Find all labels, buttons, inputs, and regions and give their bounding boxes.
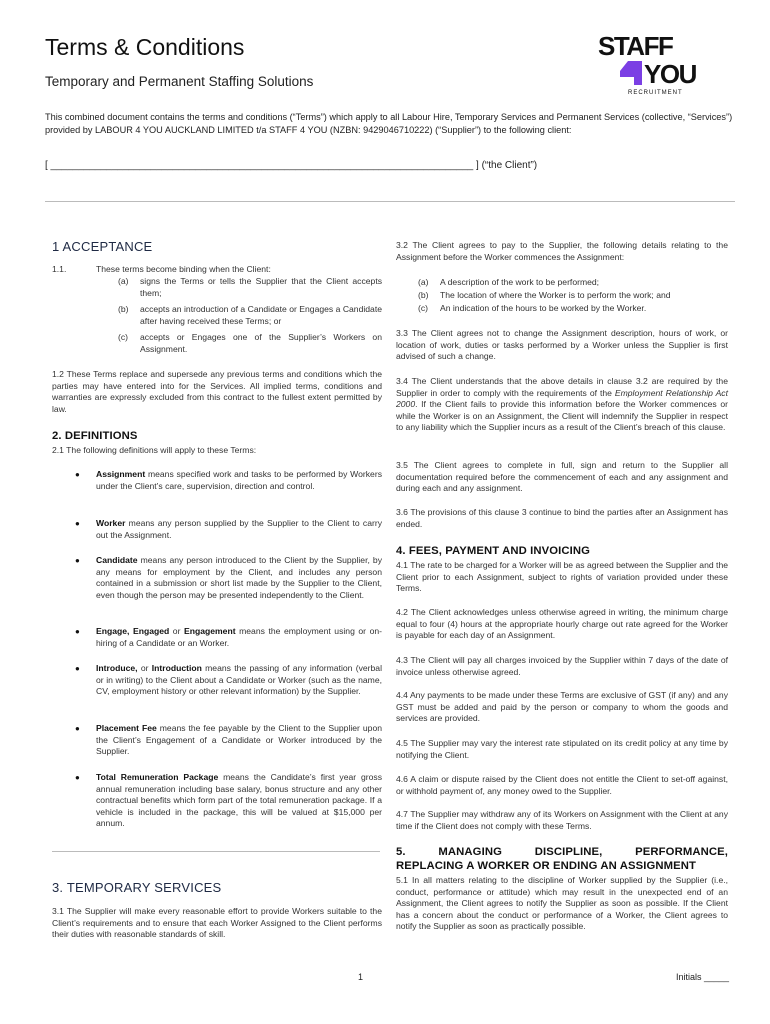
- list-item: [418, 290, 728, 302]
- page-number: 1: [358, 972, 364, 982]
- document-subtitle: Temporary and Permanent Staffing Solutions: [45, 74, 314, 89]
- definition-term: Placement Fee: [96, 723, 157, 733]
- clause-4-4: 4.4 Any payments to be made under these Terms are exclusive of GST (if any) and any GST must be added and paid by the person or company to whom the goods and services are provided.: [396, 690, 728, 723]
- list-item: [118, 332, 382, 355]
- client-name-field[interactable]: [ ____________________________________________________________________________ ] (“the Client”): [45, 160, 538, 171]
- section-2-heading: 2. DEFINITIONS: [52, 430, 138, 442]
- clause-1-1-number: 1.1.: [52, 264, 67, 274]
- bullet-icon: ●: [75, 627, 80, 636]
- definition-text: means any person supplied by the Supplier to the Client to carry out the Assignment.: [96, 518, 382, 540]
- list-item-text: signs the Terms or tells the Supplier that the Client accepts them;: [140, 276, 382, 298]
- definition-item: [96, 626, 382, 649]
- list-item: [418, 277, 728, 289]
- clause-3-6: 3.6 The provisions of this clause 3 continue to bind the parties after an Assignment has ended.: [396, 507, 728, 529]
- company-logo: [598, 33, 718, 97]
- clause-3-1: 3.1 The Supplier will make every reasonable effort to provide Workers suitable to the Client’s requirements and to ensure that each Worker Assigned to the Client performs their duties with reasonable standards of skill.: [52, 906, 382, 939]
- definition-term: Introduce,: [96, 663, 138, 673]
- clause-3-4-part-2: . If the Client fails to provide this information before the Worker commences or while the Worker is on an Assignment, the Client will indemnify the Supplier in respect to any liability which the Supplier incurs as a result of the Client’s breach of this clause.: [396, 399, 728, 432]
- clause-4-6: 4.6 A claim or dispute raised by the Client does not entitle the Client to set-off against, or withhold payment of, any money owed to the Supplier.: [396, 774, 728, 796]
- clause-4-1: 4.1 The rate to be charged for a Worker will be as agreed between the Supplier and the Client prior to each Assignment, subject to rights of variation provided under these Terms.: [396, 560, 728, 593]
- definition-text: or: [169, 626, 184, 636]
- list-item-text: A description of the work to be performed;: [440, 277, 600, 287]
- section-1-heading: 1 ACCEPTANCE: [52, 239, 153, 254]
- bullet-icon: ●: [75, 773, 80, 782]
- clause-3-3: 3.3 The Client agrees not to change the Assignment description, hours of work, or location of work, duties or tasks performed by a Worker unless the Supplier is first advised of such a change.: [396, 328, 728, 361]
- initials-field[interactable]: Initials _____: [676, 972, 730, 982]
- clause-3-5: 3.5 The Client agrees to complete in full, sign and return to the Supplier all documentation required before the commencement of each and any assignment and during each and any assignment.: [396, 460, 728, 493]
- logo-text-top: STAFF: [598, 33, 673, 61]
- document-title: Terms & Conditions: [45, 34, 245, 60]
- bullet-icon: ●: [75, 470, 80, 479]
- list-item: [118, 276, 382, 299]
- list-item-text: accepts an introduction of a Candidate or Engages a Candidate after having received these Terms; or: [140, 304, 382, 326]
- intro-paragraph: This combined document contains the terms and conditions (“Terms”) which apply to all Labour Hire, Temporary Services and Permanent Services (collective, “Services”) provided by LABOUR 4 YOU AUCKLAND LIMITED t/a STAFF 4 YOU (NZBN: 9429046710222) (“Supplier”) to the following client:: [45, 112, 733, 135]
- definition-text: means any person introduced to the Client by the Supplier, by any means for employment by the Client, and includes any person contained in a submission or short list made by the Supplier to the Client, even though the person may be presented independently to the Client.: [96, 555, 382, 600]
- list-marker: (c): [418, 303, 429, 313]
- list-item: [418, 303, 728, 315]
- bullet-icon: ●: [75, 519, 80, 528]
- definition-text: means the passing of any information (verbal or in writing) to the Client about a Candidate or Worker (such as the name, CV, employment history or other relevant information) by the Supplier.: [96, 663, 382, 696]
- definition-text: means the employment using or on-hiring of a Candidate or an Worker.: [96, 626, 382, 648]
- clause-3-4-part-1: 3.4 The Client understands that the above details in clause 3.2 are required by the Supplier in order to comply with the requirements of the: [396, 376, 728, 398]
- definition-item: [96, 663, 382, 698]
- definition-text: or: [137, 663, 152, 673]
- section-4-heading: 4. FEES, PAYMENT AND INVOICING: [396, 545, 591, 557]
- clause-3-4: [396, 376, 728, 434]
- definition-term: Introduction: [151, 663, 202, 673]
- definition-item: [96, 518, 382, 541]
- logo-tagline: RECRUITMENT: [628, 90, 683, 96]
- definition-term: Total Remuneration Package: [96, 772, 219, 782]
- act-name: Employment Relationship Act 2000: [396, 387, 728, 409]
- clause-4-5: 4.5 The Supplier may vary the interest rate stipulated on its credit policy at any time by notifying the Client.: [396, 738, 728, 760]
- clause-5-1: 5.1 In all matters relating to the discipline of Worker supplied by the Supplier (i.e., conduct, performance or attitude) which may result in the unexpected end of an Assignment, the Client agrees to notify the Supplier as soon as possible. If the Client has a concern about the conduct or performance of a Worker, the Client agrees to notify the Supplier as soon as practically possible.: [396, 875, 728, 931]
- list-marker: (a): [418, 277, 429, 287]
- list-item-text: accepts or Engages one of the Supplier’s Workers on Assignment.: [140, 332, 382, 354]
- definition-text: means specified work and tasks to be performed by Workers under the Client’s care, supervision, direction and control.: [96, 469, 382, 491]
- clause-3-2: 3.2 The Client agrees to pay to the Supplier, the following details relating to the Assignment before the Worker commences the Assignment:: [396, 240, 728, 262]
- logo-four-shape: [620, 61, 642, 85]
- definition-item: [96, 555, 382, 601]
- definition-term: Engage, Engaged: [96, 626, 170, 636]
- list-marker: (b): [418, 290, 429, 300]
- list-marker: (a): [118, 276, 129, 286]
- bullet-icon: ●: [75, 556, 80, 565]
- header-divider: [45, 201, 735, 202]
- definition-item: [96, 469, 382, 492]
- logo-text-bottom: YOU: [644, 59, 696, 89]
- definition-term: Assignment: [96, 469, 146, 479]
- clause-4-2: 4.2 The Client acknowledges unless otherwise agreed in writing, the minimum charge equal to four (4) hours at the appropriate hourly charge out rate agreed for the Worker is payable for each day of an Assignment.: [396, 607, 728, 640]
- section-divider: [52, 851, 380, 852]
- list-marker: (b): [118, 304, 129, 314]
- definition-item: [96, 772, 382, 830]
- clause-4-7: 4.7 The Supplier may withdraw any of its Workers on Assignment with the Client at any time if the Client does not comply with these Terms.: [396, 809, 728, 831]
- clause-2-1: 2.1 The following definitions will apply to these Terms:: [52, 445, 257, 455]
- definition-term: Candidate: [96, 555, 138, 565]
- clause-4-3: 4.3 The Client will pay all charges invoiced by the Supplier within 7 days of the date of invoice unless otherwise agreed.: [396, 655, 728, 677]
- list-item: [118, 304, 382, 327]
- definition-item: [96, 723, 382, 758]
- list-item-text: The location of where the Worker is to perform the work; and: [440, 290, 671, 300]
- list-item-text: An indication of the hours to be worked by the Worker.: [440, 303, 647, 313]
- bullet-icon: ●: [75, 724, 80, 733]
- definition-text: means the Candidate’s first year gross annual remuneration including base salary, bonus structure and any other contractual benefits which form part of the total remuneration package. If a vehicle is included in the package, this will be valued at $15,000 per annum.: [96, 772, 383, 828]
- section-3-heading: 3. TEMPORARY SERVICES: [52, 880, 222, 895]
- section-5-heading: 5. MANAGING DISCIPLINE, PERFORMANCE, REPLACING A WORKER OR ENDING AN ASSIGNMENT: [396, 846, 732, 872]
- list-marker: (c): [118, 332, 129, 342]
- definition-term: Worker: [96, 518, 126, 528]
- definition-text: means the fee payable by the Client to the Supplier upon the Client’s Engagement of a Candidate or Worker introduced by the Supplier.: [96, 723, 383, 756]
- clause-1-1-text: These terms become binding when the Client:: [96, 264, 271, 274]
- clause-1-2: 1.2 These Terms replace and supersede any previous terms and conditions which the parties may have entered into for the Services. All implied terms, conditions and warranties are expressly excluded from this contract to the fullest extent permitted by law.: [52, 369, 382, 414]
- definition-term: Engagement: [184, 626, 236, 636]
- bullet-icon: ●: [75, 664, 80, 673]
